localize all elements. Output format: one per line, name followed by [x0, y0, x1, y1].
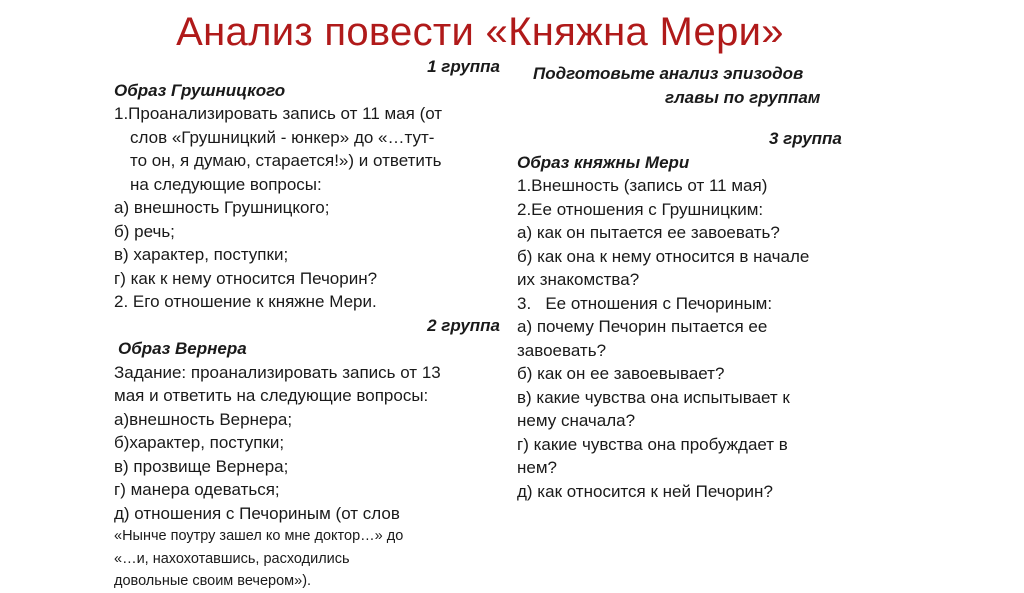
question-line: нем?: [517, 458, 557, 477]
question-line: завоевать?: [517, 340, 607, 360]
question-line: г) как к нему относится Печорин?: [114, 268, 378, 288]
group-1-label: 1 группа: [427, 57, 500, 76]
task-line: слов «Грушницкий - юнкер» до «…тут-: [130, 127, 435, 147]
question-line: г) какие чувства она пробуждает в: [517, 434, 788, 454]
task-line: Задание: проанализировать запись от 13: [114, 362, 441, 382]
task-line: на следующие вопросы:: [130, 174, 322, 194]
question-line: д) отношения с Печориным (от слов: [114, 503, 400, 523]
quote-line: «…и, нахохотавшись, расходились: [114, 550, 350, 567]
question-line: 3. Ее отношения с Печориным:: [517, 293, 773, 313]
question-line: их знакомства?: [517, 270, 640, 289]
task-line: 1.Проанализировать запись от 11 мая (от: [114, 104, 443, 123]
prompt-line: главы по группам: [665, 87, 821, 107]
question-line: б) как она к нему относится в начале: [517, 246, 810, 266]
right-column: [517, 62, 857, 503]
question-line: д) как относится к ней Печорин?: [517, 481, 773, 501]
group-2-label: 2 группа: [427, 315, 500, 335]
question-line: в) какие чувства она испытывает к: [517, 387, 790, 407]
question-line: а) почему Печорин пытается ее: [517, 317, 768, 336]
task-line: то он, я думаю, старается!») и ответить: [130, 151, 442, 170]
group-3-label: 3 группа: [769, 129, 842, 148]
question-line: 2. Его отношение к княжне Мери.: [114, 292, 377, 311]
question-line: г) манера одеваться;: [114, 480, 280, 499]
question-line: нему сначала?: [517, 411, 636, 430]
question-line: в) характер, поступки;: [114, 245, 289, 264]
quote-line: «Нынче поутру зашел ко мне доктор…» до: [114, 528, 404, 544]
quote-line: довольные своим вечером»).: [114, 573, 312, 589]
spacer: [517, 109, 857, 127]
question-line: б)характер, поступки;: [114, 433, 285, 452]
question-line: а)внешность Вернера;: [114, 409, 293, 429]
page-title: Анализ повести «Княжна Мери»: [176, 10, 784, 54]
werner-heading: Образ Вернера: [118, 339, 247, 358]
left-column: [114, 55, 504, 593]
question-line: 2.Ее отношения с Грушницким:: [517, 199, 764, 219]
grushnitsky-heading: Образ Грушницкого: [114, 80, 286, 100]
question-line: а) как он пытается ее завоевать?: [517, 223, 780, 242]
task-line: мая и ответить на следующие вопросы:: [114, 386, 429, 405]
question-line: б) как он ее завоевывает?: [517, 364, 725, 383]
question-line: а) внешность Грушницкого;: [114, 198, 330, 217]
question-line: в) прозвище Вернера;: [114, 456, 289, 476]
mary-heading: Образ княжны Мери: [517, 152, 690, 172]
question-line: б) речь;: [114, 221, 175, 241]
question-line: 1.Внешность (запись от 11 мая): [517, 176, 768, 195]
prompt-line: Подготовьте анализ эпизодов: [533, 64, 804, 83]
